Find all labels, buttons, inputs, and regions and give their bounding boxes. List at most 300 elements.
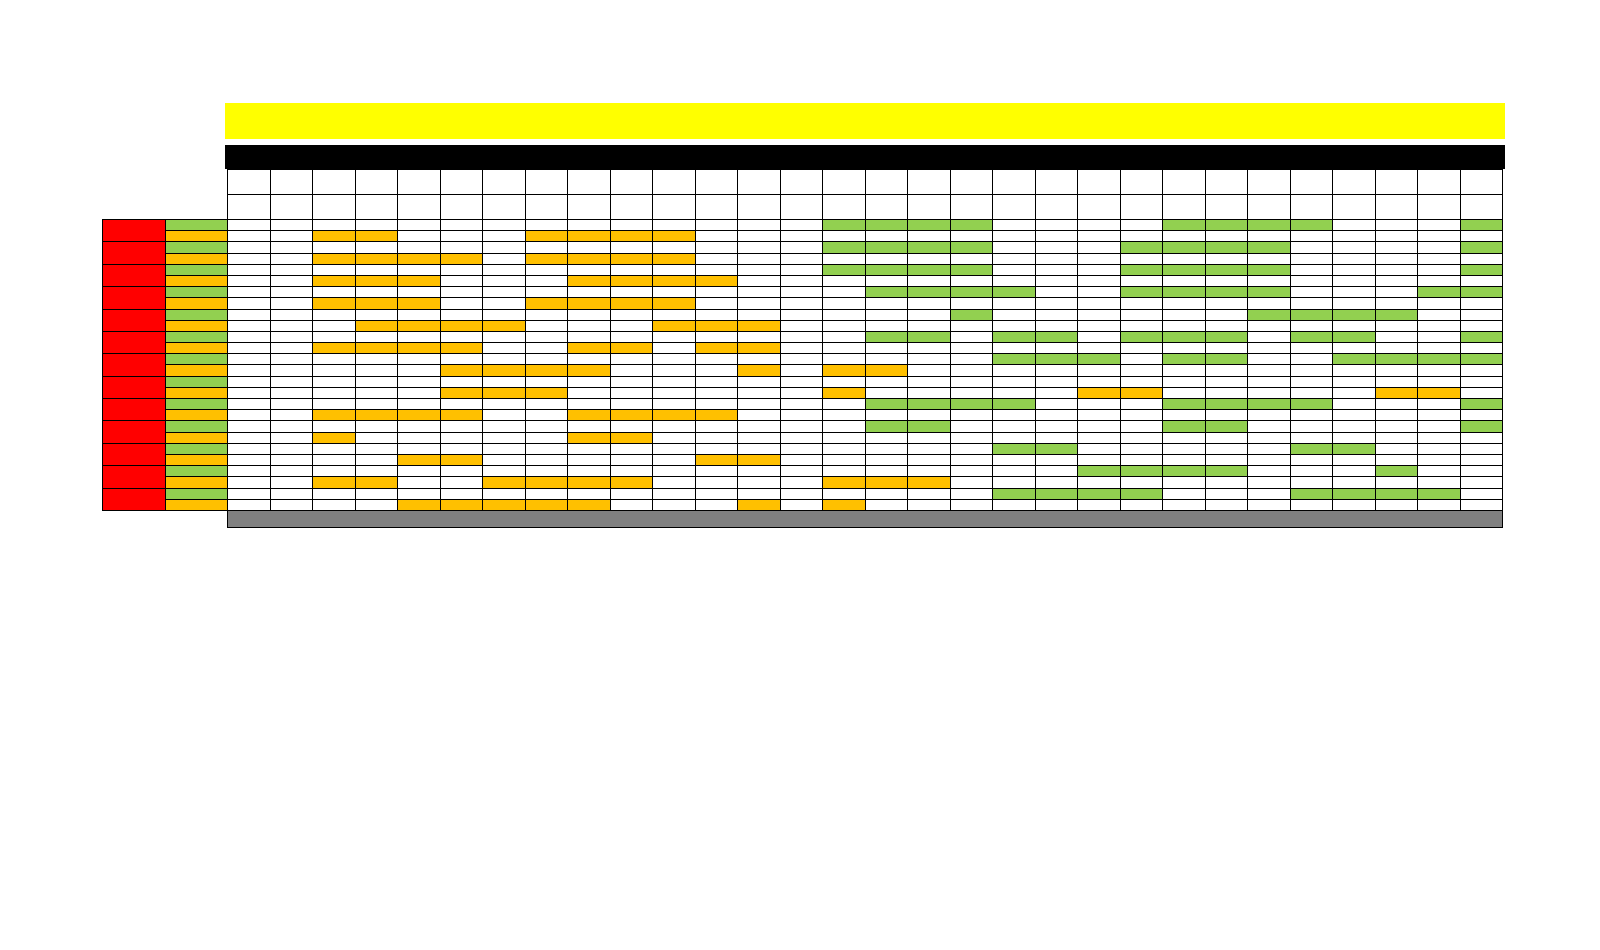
schedule-cell xyxy=(780,231,823,242)
schedule-cell xyxy=(908,477,951,488)
schedule-cell xyxy=(355,454,398,465)
schedule-cell xyxy=(1333,298,1376,309)
schedule-cell xyxy=(950,242,993,253)
schedule-cell xyxy=(440,309,483,320)
day-name-header xyxy=(823,170,866,195)
schedule-cell xyxy=(1418,309,1461,320)
schedule-cell xyxy=(780,376,823,387)
schedule-cell xyxy=(950,343,993,354)
schedule-cell xyxy=(525,220,568,231)
date-header xyxy=(695,195,738,220)
schedule-cell xyxy=(483,275,526,286)
schedule-cell xyxy=(568,320,611,331)
schedule-cell xyxy=(865,399,908,410)
schedule-cell xyxy=(1078,264,1121,275)
schedule-cell xyxy=(1205,421,1248,432)
schedule-cell xyxy=(1120,387,1163,398)
schedule-cell xyxy=(1248,354,1291,365)
schedule-cell xyxy=(1205,231,1248,242)
schedule-cell xyxy=(610,309,653,320)
schedule-cell xyxy=(483,443,526,454)
schedule-cell xyxy=(950,365,993,376)
schedule-cell xyxy=(1248,220,1291,231)
schedule-cell xyxy=(228,376,271,387)
schedule-cell xyxy=(270,220,313,231)
schedule-cell xyxy=(1460,253,1503,264)
date-header xyxy=(1375,195,1418,220)
schedule-cell xyxy=(738,477,781,488)
schedule-cell xyxy=(1290,275,1333,286)
schedule-cell xyxy=(908,298,951,309)
schedule-cell xyxy=(653,331,696,342)
schedule-cell xyxy=(695,399,738,410)
schedule-cell xyxy=(1248,309,1291,320)
schedule-cell xyxy=(228,343,271,354)
schedule-cell xyxy=(313,298,356,309)
schedule-cell xyxy=(313,387,356,398)
schedule-cell xyxy=(1333,354,1376,365)
shift-group-label xyxy=(103,443,166,465)
schedule-cell xyxy=(1163,309,1206,320)
schedule-cell xyxy=(653,365,696,376)
date-header xyxy=(398,195,441,220)
schedule-cell xyxy=(1418,354,1461,365)
schedule-cell xyxy=(1248,410,1291,421)
shift-group-label xyxy=(103,354,166,376)
schedule-cell xyxy=(568,298,611,309)
schedule-cell xyxy=(1120,298,1163,309)
schedule-cell xyxy=(1418,499,1461,510)
schedule-cell xyxy=(398,320,441,331)
schedule-cell xyxy=(780,275,823,286)
schedule-cell xyxy=(1205,387,1248,398)
schedule-cell xyxy=(398,242,441,253)
schedule-cell xyxy=(1163,499,1206,510)
schedule-cell xyxy=(1290,488,1333,499)
schedule-cell xyxy=(1205,432,1248,443)
schedule-cell xyxy=(993,242,1036,253)
schedule-cell xyxy=(525,242,568,253)
schedule-cell xyxy=(950,410,993,421)
schedule-cell xyxy=(610,488,653,499)
date-header xyxy=(1418,195,1461,220)
schedule-cell xyxy=(228,231,271,242)
schedule-cell xyxy=(1333,253,1376,264)
schedule-cell xyxy=(908,331,951,342)
schedule-cell xyxy=(1205,298,1248,309)
schedule-cell xyxy=(908,466,951,477)
schedule-cell xyxy=(1078,287,1121,298)
schedule-cell xyxy=(1163,287,1206,298)
schedule-cell xyxy=(1333,287,1376,298)
date-header xyxy=(1290,195,1333,220)
schedule-cell xyxy=(865,331,908,342)
schedule-cell xyxy=(653,320,696,331)
schedule-cell xyxy=(1163,275,1206,286)
schedule-cell xyxy=(865,365,908,376)
morning-shift-time xyxy=(166,421,228,432)
schedule-cell xyxy=(313,354,356,365)
schedule-cell xyxy=(1163,466,1206,477)
schedule-cell xyxy=(695,365,738,376)
schedule-cell xyxy=(695,421,738,432)
schedule-cell xyxy=(738,275,781,286)
schedule-cell xyxy=(653,298,696,309)
schedule-cell xyxy=(610,376,653,387)
schedule-cell xyxy=(653,220,696,231)
schedule-cell xyxy=(1248,376,1291,387)
schedule-cell xyxy=(1078,387,1121,398)
shift-group-label xyxy=(103,376,166,398)
schedule-cell xyxy=(1078,331,1121,342)
schedule-cell xyxy=(270,298,313,309)
schedule-cell xyxy=(1078,231,1121,242)
schedule-cell xyxy=(313,432,356,443)
schedule-cell xyxy=(780,421,823,432)
schedule-cell xyxy=(738,466,781,477)
schedule-cell xyxy=(865,242,908,253)
schedule-cell xyxy=(1460,376,1503,387)
schedule-cell xyxy=(823,499,866,510)
schedule-cell xyxy=(1205,454,1248,465)
schedule-cell xyxy=(1333,499,1376,510)
schedule-cell xyxy=(695,220,738,231)
schedule-cell xyxy=(908,365,951,376)
schedule-cell xyxy=(228,410,271,421)
schedule-cell xyxy=(483,466,526,477)
schedule-cell xyxy=(483,320,526,331)
shift-group-label xyxy=(103,331,166,353)
shift-group-label xyxy=(103,309,166,331)
date-header xyxy=(653,195,696,220)
schedule-cell xyxy=(525,454,568,465)
schedule-cell xyxy=(1460,387,1503,398)
schedule-cell xyxy=(1290,320,1333,331)
schedule-cell xyxy=(1418,264,1461,275)
schedule-cell xyxy=(993,432,1036,443)
schedule-cell xyxy=(865,432,908,443)
schedule-cell xyxy=(1035,253,1078,264)
schedule-cell xyxy=(1418,287,1461,298)
schedule-cell xyxy=(738,488,781,499)
schedule-cell xyxy=(270,443,313,454)
schedule-cell xyxy=(738,432,781,443)
schedule-cell xyxy=(1248,399,1291,410)
schedule-cell xyxy=(908,454,951,465)
schedule-cell xyxy=(398,365,441,376)
schedule-cell xyxy=(1460,365,1503,376)
schedule-cell xyxy=(865,253,908,264)
schedule-cell xyxy=(1120,399,1163,410)
schedule-cell xyxy=(865,220,908,231)
schedule-cell xyxy=(1205,443,1248,454)
schedule-cell xyxy=(228,287,271,298)
schedule-cell xyxy=(1290,231,1333,242)
schedule-cell xyxy=(865,343,908,354)
schedule-cell xyxy=(270,242,313,253)
schedule-cell xyxy=(653,387,696,398)
schedule-cell xyxy=(823,399,866,410)
schedule-cell xyxy=(398,488,441,499)
schedule-cell xyxy=(738,365,781,376)
schedule-cell xyxy=(270,421,313,432)
schedule-cell xyxy=(398,477,441,488)
evening-shift-time xyxy=(166,275,228,286)
schedule-cell xyxy=(525,387,568,398)
schedule-cell xyxy=(1248,242,1291,253)
schedule-cell xyxy=(780,298,823,309)
schedule-cell xyxy=(738,320,781,331)
schedule-cell xyxy=(823,264,866,275)
schedule-cell xyxy=(610,454,653,465)
schedule-cell xyxy=(653,343,696,354)
schedule-cell xyxy=(610,477,653,488)
schedule-cell xyxy=(865,477,908,488)
schedule-cell xyxy=(993,376,1036,387)
schedule-cell xyxy=(1163,231,1206,242)
morning-shift-time xyxy=(166,376,228,387)
date-header xyxy=(228,195,271,220)
evening-shift-time xyxy=(166,231,228,242)
schedule-cell xyxy=(1163,365,1206,376)
schedule-cell xyxy=(355,432,398,443)
schedule-cell xyxy=(695,477,738,488)
schedule-cell xyxy=(1418,298,1461,309)
schedule-cell xyxy=(313,365,356,376)
schedule-cell xyxy=(1205,399,1248,410)
schedule-cell xyxy=(398,421,441,432)
schedule-cell xyxy=(950,421,993,432)
schedule-cell xyxy=(440,298,483,309)
schedule-cell xyxy=(695,499,738,510)
schedule-cell xyxy=(1290,399,1333,410)
schedule-cell xyxy=(1375,387,1418,398)
schedule-cell xyxy=(610,231,653,242)
schedule-cell xyxy=(440,443,483,454)
schedule-cell xyxy=(313,410,356,421)
schedule-cell xyxy=(440,477,483,488)
schedule-cell xyxy=(1418,443,1461,454)
schedule-cell xyxy=(738,410,781,421)
schedule-cell xyxy=(865,387,908,398)
schedule-cell xyxy=(695,331,738,342)
schedule-cell xyxy=(1375,287,1418,298)
schedule-cell xyxy=(1460,399,1503,410)
schedule-cell xyxy=(483,231,526,242)
evening-shift-time xyxy=(166,387,228,398)
schedule-cell xyxy=(1248,275,1291,286)
schedule-cell xyxy=(695,264,738,275)
schedule-cell xyxy=(695,387,738,398)
schedule-cell xyxy=(270,231,313,242)
schedule-cell xyxy=(1290,477,1333,488)
schedule-cell xyxy=(525,287,568,298)
day-name-header xyxy=(1375,170,1418,195)
schedule-cell xyxy=(1460,320,1503,331)
schedule-cell xyxy=(1375,443,1418,454)
schedule-cell xyxy=(993,399,1036,410)
schedule-cell xyxy=(993,298,1036,309)
morning-shift-time xyxy=(166,488,228,499)
schedule-cell xyxy=(653,309,696,320)
schedule-cell xyxy=(568,343,611,354)
schedule-cell xyxy=(908,421,951,432)
schedule-cell xyxy=(1205,264,1248,275)
schedule-cell xyxy=(1333,477,1376,488)
schedule-cell xyxy=(1120,454,1163,465)
schedule-cell xyxy=(1375,376,1418,387)
date-header xyxy=(908,195,951,220)
day-name-header xyxy=(738,170,781,195)
schedule-cell xyxy=(823,331,866,342)
schedule-cell xyxy=(1333,242,1376,253)
schedule-cell xyxy=(398,432,441,443)
schedule-cell xyxy=(1375,264,1418,275)
schedule-cell xyxy=(270,275,313,286)
day-name-header xyxy=(1163,170,1206,195)
schedule-cell xyxy=(228,298,271,309)
schedule-cell xyxy=(865,309,908,320)
schedule-cell xyxy=(568,275,611,286)
schedule-cell xyxy=(908,410,951,421)
schedule-cell xyxy=(780,220,823,231)
date-header xyxy=(1205,195,1248,220)
schedule-cell xyxy=(993,309,1036,320)
schedule-cell xyxy=(950,477,993,488)
day-name-header xyxy=(993,170,1036,195)
schedule-cell xyxy=(780,287,823,298)
schedule-cell xyxy=(865,466,908,477)
schedule-cell xyxy=(1035,231,1078,242)
schedule-cell xyxy=(950,220,993,231)
schedule-cell xyxy=(1120,477,1163,488)
schedule-cell xyxy=(1035,264,1078,275)
schedule-cell xyxy=(1078,466,1121,477)
schedule-cell xyxy=(950,275,993,286)
schedule-cell xyxy=(823,309,866,320)
schedule-cell xyxy=(568,410,611,421)
morning-shift-time xyxy=(166,220,228,231)
morning-shift-time xyxy=(166,331,228,342)
schedule-cell xyxy=(1163,343,1206,354)
schedule-cell xyxy=(823,343,866,354)
evening-shift-time xyxy=(166,432,228,443)
schedule-cell xyxy=(653,421,696,432)
schedule-cell xyxy=(440,399,483,410)
schedule-cell xyxy=(1333,220,1376,231)
schedule-cell xyxy=(568,477,611,488)
schedule-cell xyxy=(1205,354,1248,365)
schedule-cell xyxy=(780,387,823,398)
schedule-cell xyxy=(1035,287,1078,298)
schedule-cell xyxy=(1333,376,1376,387)
schedule-cell xyxy=(355,477,398,488)
schedule-cell xyxy=(780,432,823,443)
schedule-cell xyxy=(1418,376,1461,387)
day-name-header xyxy=(440,170,483,195)
schedule-cell xyxy=(780,309,823,320)
schedule-cell xyxy=(1205,331,1248,342)
schedule-cell xyxy=(738,443,781,454)
schedule-cell xyxy=(270,309,313,320)
schedule-cell xyxy=(950,432,993,443)
schedule-cell xyxy=(908,231,951,242)
schedule-cell xyxy=(1375,320,1418,331)
date-header xyxy=(780,195,823,220)
schedule-cell xyxy=(440,231,483,242)
schedule-cell xyxy=(1333,365,1376,376)
schedule-cell xyxy=(695,488,738,499)
schedule-cell xyxy=(1163,477,1206,488)
schedule-cell xyxy=(355,421,398,432)
day-name-header xyxy=(780,170,823,195)
schedule-cell xyxy=(1460,410,1503,421)
schedule-cell xyxy=(610,499,653,510)
day-name-header xyxy=(1035,170,1078,195)
schedule-cell xyxy=(1333,443,1376,454)
schedule-cell xyxy=(1460,443,1503,454)
schedule-cell xyxy=(1375,253,1418,264)
schedule-cell xyxy=(270,287,313,298)
schedule-cell xyxy=(483,264,526,275)
schedule-cell xyxy=(1163,253,1206,264)
schedule-cell xyxy=(1078,499,1121,510)
schedule-cell xyxy=(610,387,653,398)
schedule-cell xyxy=(525,488,568,499)
schedule-cell xyxy=(525,443,568,454)
schedule-cell xyxy=(823,421,866,432)
schedule-cell xyxy=(1290,499,1333,510)
schedule-cell xyxy=(1375,220,1418,231)
schedule-cell xyxy=(780,354,823,365)
schedule-cell xyxy=(1375,343,1418,354)
schedule-cell xyxy=(228,466,271,477)
schedule-cell xyxy=(865,275,908,286)
schedule-cell xyxy=(355,309,398,320)
schedule-cell xyxy=(228,365,271,376)
schedule-cell xyxy=(525,275,568,286)
schedule-cell xyxy=(1035,410,1078,421)
schedule-cell xyxy=(228,477,271,488)
title-banner xyxy=(225,103,1505,139)
schedule-cell xyxy=(270,410,313,421)
schedule-cell xyxy=(1460,264,1503,275)
schedule-cell xyxy=(483,220,526,231)
morning-shift-time xyxy=(166,399,228,410)
schedule-cell xyxy=(1163,387,1206,398)
schedule-cell xyxy=(738,499,781,510)
schedule-cell xyxy=(1035,275,1078,286)
schedule-cell xyxy=(865,410,908,421)
schedule-cell xyxy=(1460,331,1503,342)
schedule-cell xyxy=(1035,354,1078,365)
schedule-cell xyxy=(228,253,271,264)
schedule-cell xyxy=(568,354,611,365)
schedule-cell xyxy=(653,376,696,387)
day-name-header xyxy=(653,170,696,195)
schedule-cell xyxy=(313,376,356,387)
day-name-header xyxy=(1333,170,1376,195)
schedule-cell xyxy=(993,387,1036,398)
schedule-cell xyxy=(1078,365,1121,376)
schedule-cell xyxy=(1460,466,1503,477)
schedule-cell xyxy=(823,466,866,477)
schedule-cell xyxy=(1333,399,1376,410)
schedule-cell xyxy=(653,242,696,253)
schedule-cell xyxy=(950,499,993,510)
schedule-cell xyxy=(270,432,313,443)
schedule-cell xyxy=(1120,443,1163,454)
